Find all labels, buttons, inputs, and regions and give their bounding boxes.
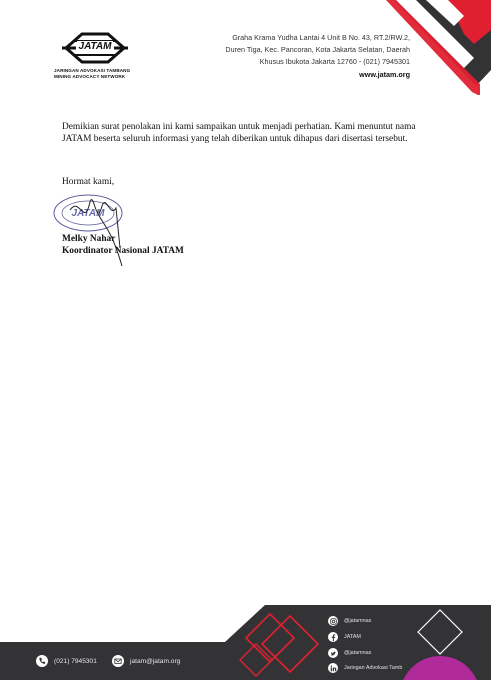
email-address: jatam@jatam.org (130, 657, 181, 665)
facebook-icon (328, 632, 338, 642)
logo-wordmark: JATAM (78, 41, 112, 52)
official-stamp-signature (50, 188, 142, 270)
social-twitter[interactable] (328, 648, 371, 658)
instagram-icon (328, 616, 338, 626)
signatory-name: Melky Nahar (62, 234, 116, 244)
email-icon (112, 655, 124, 667)
header-corner-decoration (356, 0, 491, 95)
phone-number: (021) 7945301 (54, 657, 97, 665)
svg-text:JATAM: JATAM (71, 208, 105, 219)
linkedin-handle: Jaringan Advokasi Tamb (344, 665, 403, 671)
footer-phone[interactable] (36, 655, 97, 667)
signatory-block (62, 234, 184, 257)
social-instagram[interactable] (328, 616, 371, 626)
footer-email[interactable] (112, 655, 180, 667)
linkedin-icon (328, 663, 338, 673)
closing-salutation: Hormat kami, (62, 177, 115, 187)
phone-icon (36, 655, 48, 667)
signatory-title: Koordinator Nasional JATAM (62, 245, 184, 256)
address-line1: Graha Krama Yudha Lantai 4 Unit B No. 43, RT.2/RW.2, (232, 33, 410, 42)
address-line3: Khusus Ibukota Jakarta 12760 - (021) 7945301 (259, 57, 410, 67)
org-name (54, 68, 144, 79)
address-line2: Duren Tiga, Kec. Pancoran, Kota Jakarta Selatan, Daerah (225, 45, 410, 55)
org-name-line2: MINING ADVOCACY NETWORK (54, 73, 126, 79)
social-facebook[interactable] (328, 632, 361, 642)
twitter-icon (328, 648, 338, 658)
letter-paragraph: Demikian surat penolakan ini kami sampaikan untuk menjadi perhatian. Kami menuntut nama JATAM beserta seluruh informasi yang telah diberikan untuk dihapus dari disertasi tersebut. (62, 122, 416, 144)
facebook-handle: JATAM (344, 634, 361, 640)
instagram-handle: @jatamnas (344, 618, 372, 624)
footer-band (0, 600, 491, 680)
jatam-logo (54, 30, 144, 80)
org-name-line1: JARINGAN ADVOKASI TAMBANG (54, 68, 131, 73)
website-link[interactable]: www.jatam.org (359, 69, 410, 79)
social-linkedin[interactable] (328, 663, 402, 673)
twitter-handle: @jatamnas (344, 650, 372, 656)
